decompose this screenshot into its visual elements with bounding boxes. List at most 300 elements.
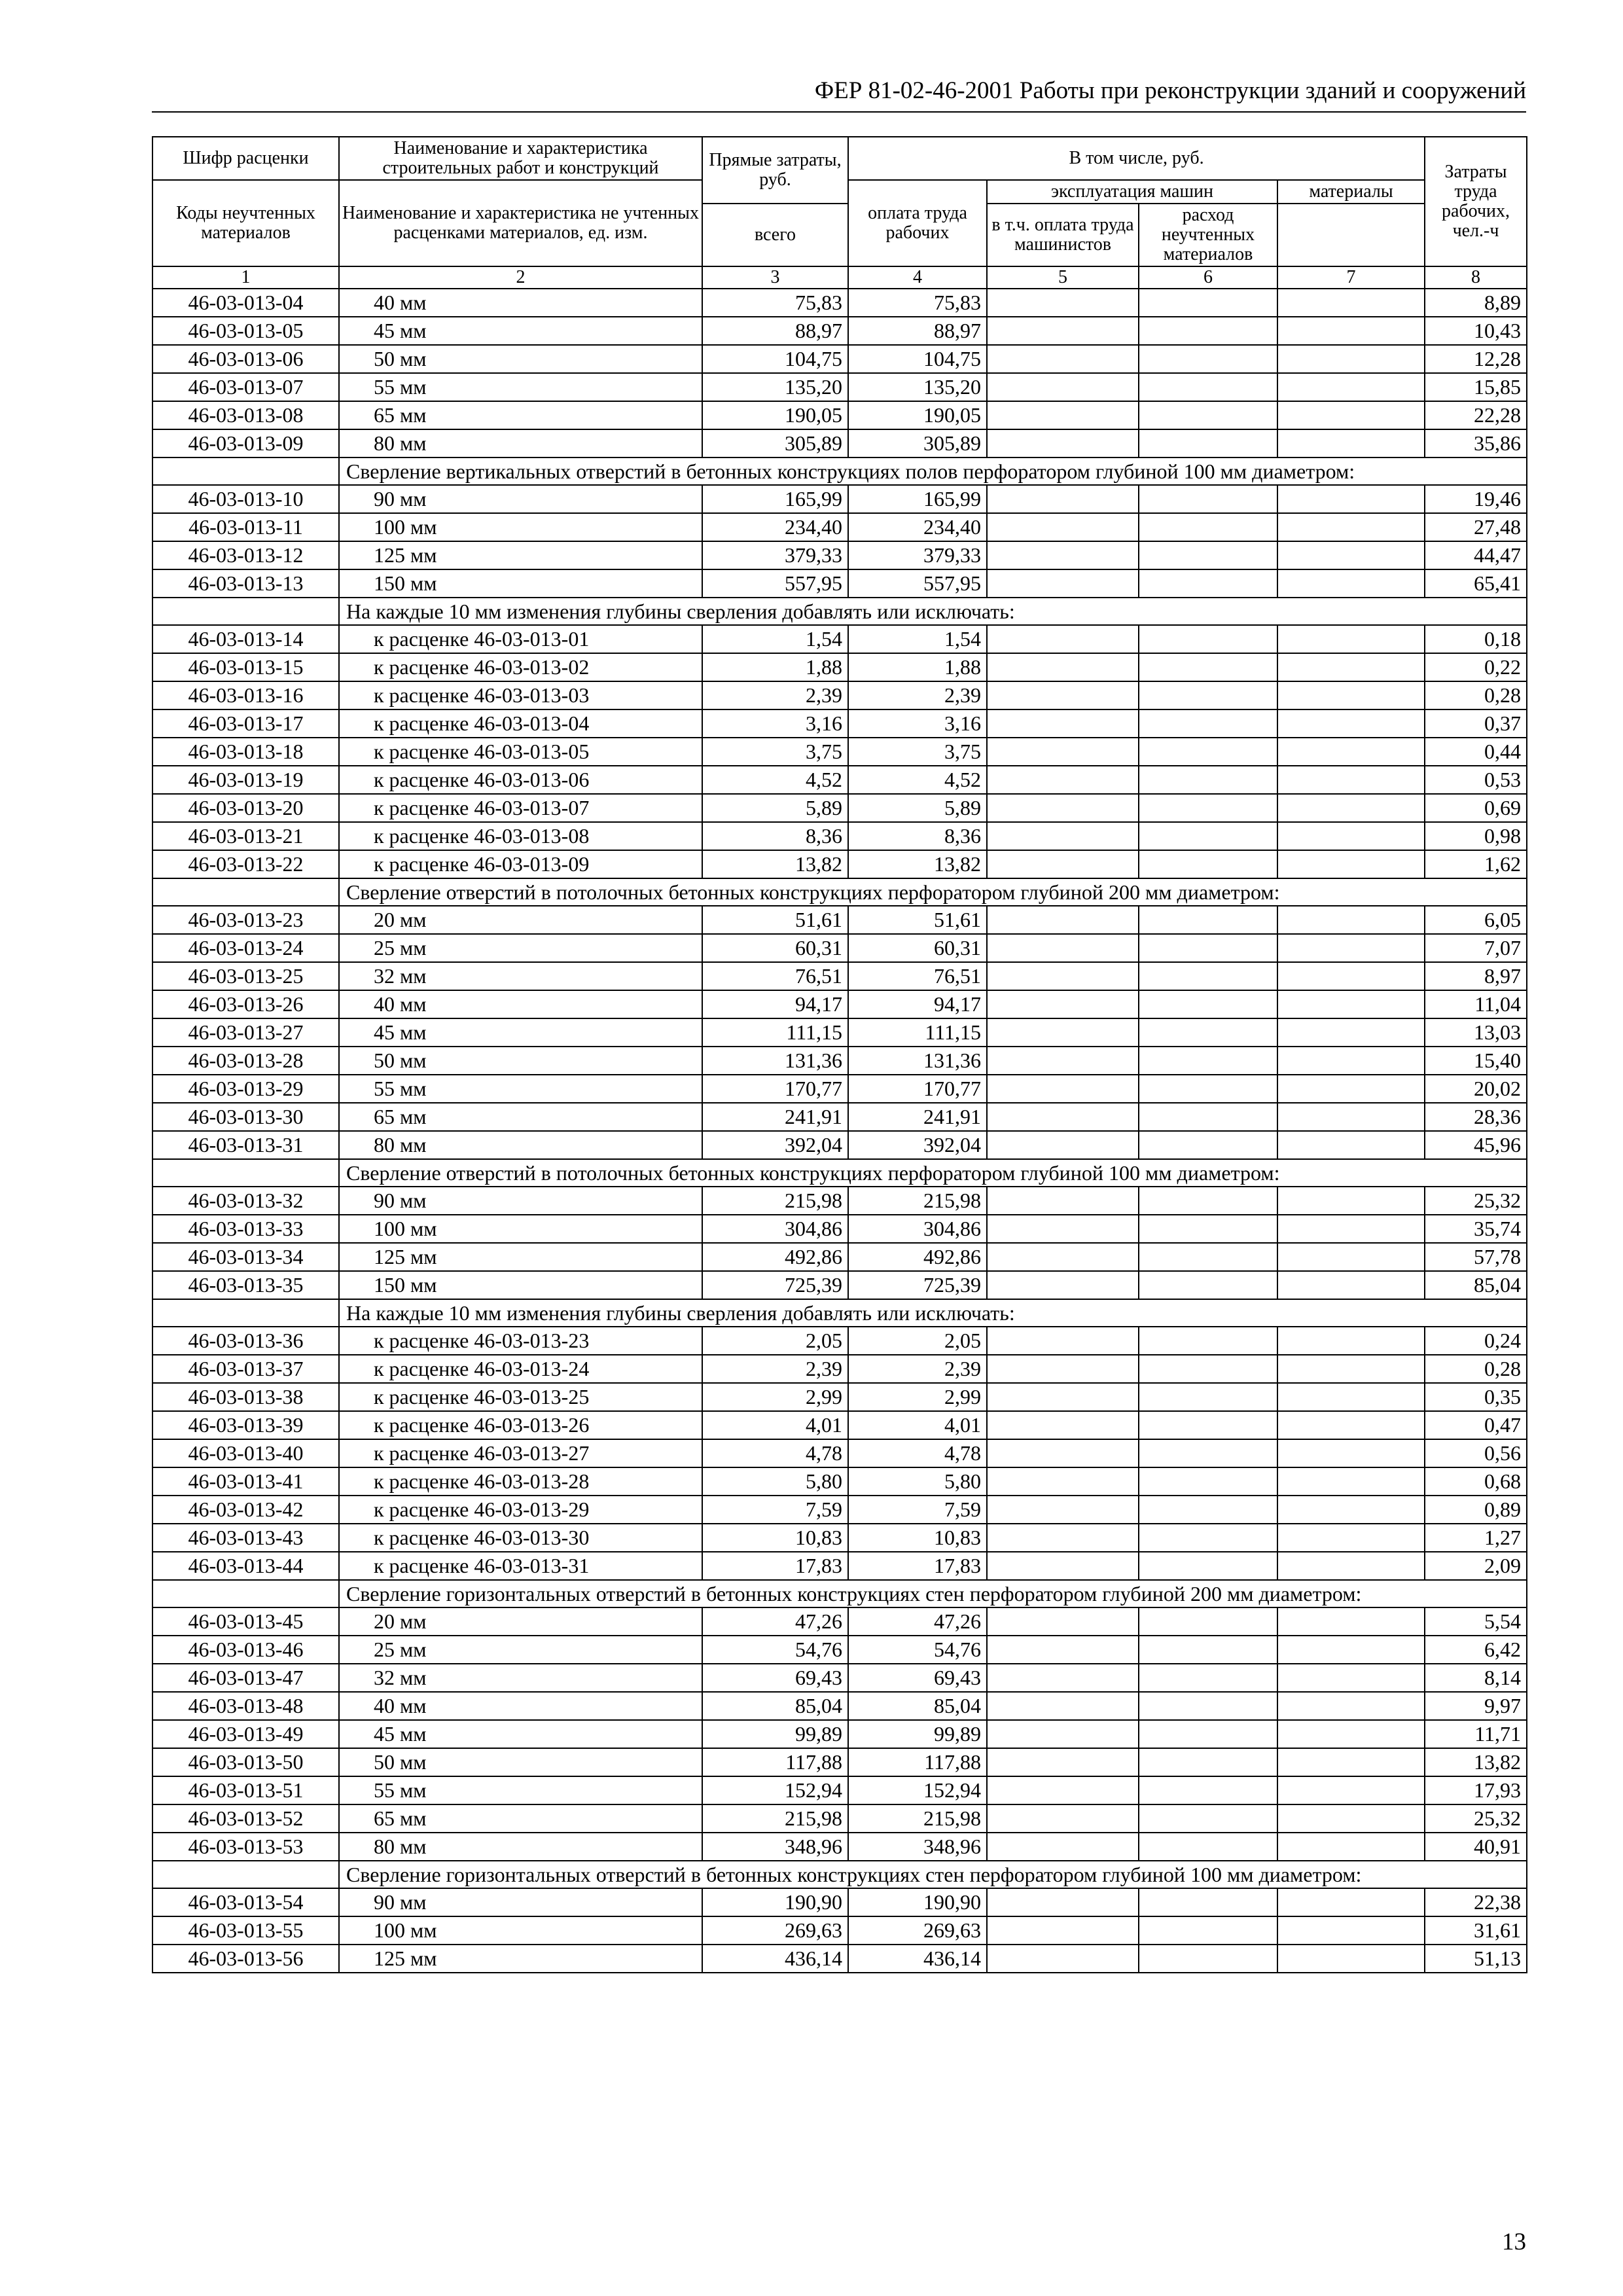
table-row <box>152 1888 1527 1916</box>
material-consumption <box>1277 1215 1425 1243</box>
table-row <box>152 1439 1527 1467</box>
machines-total <box>987 541 1139 569</box>
rate-code: 46-03-013-10 <box>152 485 339 513</box>
labor-pay: 3,16 <box>848 709 987 738</box>
labor-pay: 170,77 <box>848 1075 987 1103</box>
machinist-pay <box>1139 1664 1277 1692</box>
machines-total <box>987 822 1139 850</box>
labor-hours: 44,47 <box>1425 541 1527 569</box>
machines-total <box>987 1187 1139 1215</box>
material-consumption <box>1277 429 1425 457</box>
table-row <box>152 1833 1527 1861</box>
table-row <box>152 794 1527 822</box>
work-name: 65 мм <box>339 1804 702 1833</box>
labor-pay: 241,91 <box>848 1103 987 1131</box>
work-name: 45 мм <box>339 317 702 345</box>
machines-total <box>987 794 1139 822</box>
work-name: 100 мм <box>339 1215 702 1243</box>
labor-pay: 379,33 <box>848 541 987 569</box>
work-name: к расценке 46-03-013-24 <box>339 1355 702 1383</box>
direct-costs: 1,54 <box>702 625 848 653</box>
labor-pay: 190,05 <box>848 401 987 429</box>
labor-pay: 117,88 <box>848 1748 987 1776</box>
direct-costs: 2,39 <box>702 1355 848 1383</box>
machinist-pay <box>1139 653 1277 681</box>
machines-total <box>987 990 1139 1018</box>
work-name: 40 мм <box>339 1692 702 1720</box>
direct-costs: 7,59 <box>702 1496 848 1524</box>
machines-total <box>987 1271 1139 1299</box>
rate-code: 46-03-013-53 <box>152 1833 339 1861</box>
labor-pay: 75,83 <box>848 289 987 317</box>
machines-total <box>987 625 1139 653</box>
work-name: 65 мм <box>339 1103 702 1131</box>
machinist-pay <box>1139 990 1277 1018</box>
labor-hours: 0,28 <box>1425 681 1527 709</box>
direct-costs: 13,82 <box>702 850 848 878</box>
work-name: 32 мм <box>339 962 702 990</box>
column-number: 5 <box>987 266 1139 289</box>
material-consumption <box>1277 709 1425 738</box>
material-consumption <box>1277 653 1425 681</box>
material-consumption <box>1277 1467 1425 1496</box>
material-consumption <box>1277 1524 1425 1552</box>
rate-code: 46-03-013-25 <box>152 962 339 990</box>
labor-hours: 15,40 <box>1425 1047 1527 1075</box>
direct-costs: 165,99 <box>702 485 848 513</box>
table-row <box>152 1411 1527 1439</box>
rate-code: 46-03-013-35 <box>152 1271 339 1299</box>
labor-pay: 436,14 <box>848 1945 987 1973</box>
material-consumption <box>1277 1327 1425 1355</box>
labor-pay: 7,59 <box>848 1496 987 1524</box>
direct-costs: 379,33 <box>702 541 848 569</box>
table-row <box>152 1776 1527 1804</box>
header-material-consumption: расход неучтенных материалов <box>1139 204 1277 266</box>
work-name: к расценке 46-03-013-07 <box>339 794 702 822</box>
machines-total <box>987 738 1139 766</box>
labor-hours: 5,54 <box>1425 1607 1527 1636</box>
table-row <box>152 1607 1527 1636</box>
work-name: 100 мм <box>339 1916 702 1945</box>
labor-hours: 0,24 <box>1425 1327 1527 1355</box>
work-name: 90 мм <box>339 1187 702 1215</box>
direct-costs: 4,78 <box>702 1439 848 1467</box>
machinist-pay <box>1139 1607 1277 1636</box>
header-materials: материалы <box>1277 180 1425 204</box>
column-number: 8 <box>1425 266 1527 289</box>
work-name: к расценке 46-03-013-01 <box>339 625 702 653</box>
labor-pay: 392,04 <box>848 1131 987 1159</box>
rate-code: 46-03-013-54 <box>152 1888 339 1916</box>
rate-code: 46-03-013-40 <box>152 1439 339 1467</box>
direct-costs: 5,89 <box>702 794 848 822</box>
machinist-pay <box>1139 934 1277 962</box>
rate-code: 46-03-013-19 <box>152 766 339 794</box>
labor-hours: 65,41 <box>1425 569 1527 598</box>
direct-costs: 75,83 <box>702 289 848 317</box>
direct-costs: 88,97 <box>702 317 848 345</box>
section-empty-cell <box>152 1580 339 1607</box>
header-machinist-pay: в т.ч. оплата труда машинистов <box>987 204 1139 266</box>
material-consumption <box>1277 569 1425 598</box>
labor-pay: 1,88 <box>848 653 987 681</box>
section-row <box>152 1580 1527 1607</box>
labor-hours: 35,74 <box>1425 1215 1527 1243</box>
machines-total <box>987 1327 1139 1355</box>
table-row <box>152 1664 1527 1692</box>
labor-hours: 57,78 <box>1425 1243 1527 1271</box>
direct-costs: 51,61 <box>702 906 848 934</box>
work-name: 150 мм <box>339 569 702 598</box>
labor-pay: 131,36 <box>848 1047 987 1075</box>
work-name: 25 мм <box>339 934 702 962</box>
labor-pay: 348,96 <box>848 1833 987 1861</box>
rate-code: 46-03-013-34 <box>152 1243 339 1271</box>
table-row <box>152 1131 1527 1159</box>
rate-code: 46-03-013-55 <box>152 1916 339 1945</box>
rate-code: 46-03-013-23 <box>152 906 339 934</box>
material-consumption <box>1277 766 1425 794</box>
machines-total <box>987 766 1139 794</box>
direct-costs: 3,16 <box>702 709 848 738</box>
table-row <box>152 541 1527 569</box>
work-name: 20 мм <box>339 1607 702 1636</box>
machinist-pay <box>1139 1916 1277 1945</box>
machinist-pay <box>1139 1748 1277 1776</box>
rate-code: 46-03-013-04 <box>152 289 339 317</box>
table-row <box>152 1215 1527 1243</box>
section-title: Сверление отверстий в потолочных бетонных конструкциях перфоратором глубиной 100 мм диаметром: <box>339 1159 1527 1187</box>
direct-costs: 2,39 <box>702 681 848 709</box>
material-consumption <box>1277 1636 1425 1664</box>
direct-costs: 392,04 <box>702 1131 848 1159</box>
direct-costs: 99,89 <box>702 1720 848 1748</box>
rate-code: 46-03-013-15 <box>152 653 339 681</box>
table-row <box>152 1187 1527 1215</box>
labor-hours: 28,36 <box>1425 1103 1527 1131</box>
machines-total <box>987 1411 1139 1439</box>
material-consumption <box>1277 1776 1425 1804</box>
labor-pay: 3,75 <box>848 738 987 766</box>
machines-total <box>987 485 1139 513</box>
machines-total <box>987 1075 1139 1103</box>
rate-code: 46-03-013-07 <box>152 373 339 401</box>
labor-hours: 1,62 <box>1425 850 1527 878</box>
rate-code: 46-03-013-16 <box>152 681 339 709</box>
labor-hours: 7,07 <box>1425 934 1527 962</box>
machines-total <box>987 1496 1139 1524</box>
material-consumption <box>1277 1439 1425 1467</box>
machines-total <box>987 1131 1139 1159</box>
work-name: 65 мм <box>339 401 702 429</box>
rate-code: 46-03-013-46 <box>152 1636 339 1664</box>
table-row <box>152 289 1527 317</box>
direct-costs: 54,76 <box>702 1636 848 1664</box>
machinist-pay <box>1139 1075 1277 1103</box>
machines-total <box>987 1692 1139 1720</box>
work-name: к расценке 46-03-013-02 <box>339 653 702 681</box>
rate-code: 46-03-013-41 <box>152 1467 339 1496</box>
work-name: 150 мм <box>339 1271 702 1299</box>
labor-hours: 27,48 <box>1425 513 1527 541</box>
labor-pay: 557,95 <box>848 569 987 598</box>
machines-total <box>987 1439 1139 1467</box>
labor-hours: 19,46 <box>1425 485 1527 513</box>
machines-total <box>987 1916 1139 1945</box>
table-row <box>152 1103 1527 1131</box>
table-row <box>152 653 1527 681</box>
table-row <box>152 373 1527 401</box>
rate-code: 46-03-013-43 <box>152 1524 339 1552</box>
work-name: 55 мм <box>339 373 702 401</box>
labor-hours: 8,14 <box>1425 1664 1527 1692</box>
table-row <box>152 317 1527 345</box>
machinist-pay <box>1139 1720 1277 1748</box>
labor-pay: 99,89 <box>848 1720 987 1748</box>
header-machines-total: всего <box>702 204 848 266</box>
direct-costs: 104,75 <box>702 345 848 373</box>
labor-pay: 165,99 <box>848 485 987 513</box>
labor-hours: 6,05 <box>1425 906 1527 934</box>
material-consumption <box>1277 373 1425 401</box>
material-consumption <box>1277 1411 1425 1439</box>
machinist-pay <box>1139 1833 1277 1861</box>
section-empty-cell <box>152 1299 339 1327</box>
direct-costs: 304,86 <box>702 1215 848 1243</box>
section-empty-cell <box>152 1159 339 1187</box>
labor-hours: 35,86 <box>1425 429 1527 457</box>
machinist-pay <box>1139 1636 1277 1664</box>
machinist-pay <box>1139 766 1277 794</box>
machinist-pay <box>1139 485 1277 513</box>
labor-pay: 10,83 <box>848 1524 987 1552</box>
material-consumption <box>1277 1271 1425 1299</box>
machinist-pay <box>1139 1467 1277 1496</box>
table-row <box>152 766 1527 794</box>
work-name: к расценке 46-03-013-09 <box>339 850 702 878</box>
machines-total <box>987 289 1139 317</box>
direct-costs: 60,31 <box>702 934 848 962</box>
direct-costs: 492,86 <box>702 1243 848 1271</box>
section-empty-cell <box>152 1861 339 1888</box>
labor-pay: 88,97 <box>848 317 987 345</box>
section-row <box>152 1299 1527 1327</box>
machines-total <box>987 1018 1139 1047</box>
work-name: к расценке 46-03-013-23 <box>339 1327 702 1355</box>
machines-total <box>987 1047 1139 1075</box>
table-row <box>152 1636 1527 1664</box>
section-row <box>152 878 1527 906</box>
material-consumption <box>1277 513 1425 541</box>
machinist-pay <box>1139 738 1277 766</box>
material-consumption <box>1277 541 1425 569</box>
work-name: к расценке 46-03-013-31 <box>339 1552 702 1580</box>
labor-hours: 22,38 <box>1425 1888 1527 1916</box>
labor-pay: 234,40 <box>848 513 987 541</box>
labor-pay: 2,05 <box>848 1327 987 1355</box>
labor-hours: 1,27 <box>1425 1524 1527 1552</box>
machinist-pay <box>1139 625 1277 653</box>
table-header <box>152 137 1527 289</box>
rate-code: 46-03-013-22 <box>152 850 339 878</box>
machines-total <box>987 1664 1139 1692</box>
table-row <box>152 1524 1527 1552</box>
work-name: 80 мм <box>339 429 702 457</box>
labor-pay: 17,83 <box>848 1552 987 1580</box>
rate-code: 46-03-013-14 <box>152 625 339 653</box>
labor-hours: 85,04 <box>1425 1271 1527 1299</box>
rate-code: 46-03-013-37 <box>152 1355 339 1383</box>
machinist-pay <box>1139 1945 1277 1973</box>
machines-total <box>987 1383 1139 1411</box>
labor-hours: 0,69 <box>1425 794 1527 822</box>
labor-hours: 0,44 <box>1425 738 1527 766</box>
machines-total <box>987 653 1139 681</box>
table-row <box>152 934 1527 962</box>
work-name: 55 мм <box>339 1075 702 1103</box>
labor-hours: 13,03 <box>1425 1018 1527 1047</box>
machines-total <box>987 429 1139 457</box>
machinist-pay <box>1139 1131 1277 1159</box>
machinist-pay <box>1139 1692 1277 1720</box>
material-consumption <box>1277 1552 1425 1580</box>
rate-code: 46-03-013-13 <box>152 569 339 598</box>
direct-costs: 234,40 <box>702 513 848 541</box>
labor-pay: 1,54 <box>848 625 987 653</box>
labor-pay: 4,01 <box>848 1411 987 1439</box>
rate-code: 46-03-013-26 <box>152 990 339 1018</box>
labor-pay: 305,89 <box>848 429 987 457</box>
machinist-pay <box>1139 962 1277 990</box>
labor-pay: 76,51 <box>848 962 987 990</box>
header-direct-costs: Прямые затраты, руб. <box>702 137 848 204</box>
table-body <box>152 289 1527 1973</box>
rate-code: 46-03-013-48 <box>152 1692 339 1720</box>
labor-hours: 25,32 <box>1425 1804 1527 1833</box>
labor-pay: 215,98 <box>848 1187 987 1215</box>
table-row <box>152 850 1527 878</box>
rate-code: 46-03-013-31 <box>152 1131 339 1159</box>
work-name: к расценке 46-03-013-26 <box>339 1411 702 1439</box>
table-row <box>152 1355 1527 1383</box>
labor-pay: 85,04 <box>848 1692 987 1720</box>
rate-code: 46-03-013-09 <box>152 429 339 457</box>
labor-pay: 304,86 <box>848 1215 987 1243</box>
table-row <box>152 709 1527 738</box>
machines-total <box>987 373 1139 401</box>
labor-pay: 4,52 <box>848 766 987 794</box>
column-number: 3 <box>702 266 848 289</box>
table-row <box>152 513 1527 541</box>
machinist-pay <box>1139 569 1277 598</box>
rate-code: 46-03-013-47 <box>152 1664 339 1692</box>
machines-total <box>987 1748 1139 1776</box>
table-row <box>152 822 1527 850</box>
rate-code: 46-03-013-45 <box>152 1607 339 1636</box>
material-consumption <box>1277 850 1425 878</box>
rate-code: 46-03-013-38 <box>152 1383 339 1411</box>
material-consumption <box>1277 317 1425 345</box>
work-name: 45 мм <box>339 1720 702 1748</box>
labor-hours: 6,42 <box>1425 1636 1527 1664</box>
labor-hours: 12,28 <box>1425 345 1527 373</box>
machines-total <box>987 317 1139 345</box>
machinist-pay <box>1139 1187 1277 1215</box>
labor-pay: 111,15 <box>848 1018 987 1047</box>
header-including-group: В том числе, руб. <box>848 137 1425 180</box>
rate-code: 46-03-013-20 <box>152 794 339 822</box>
direct-costs: 305,89 <box>702 429 848 457</box>
section-title: Сверление вертикальных отверстий в бетонных конструкциях полов перфоратором глубиной 100 мм диаметром: <box>339 457 1527 485</box>
table-row <box>152 1075 1527 1103</box>
material-consumption <box>1277 822 1425 850</box>
labor-hours: 9,97 <box>1425 1692 1527 1720</box>
direct-costs: 69,43 <box>702 1664 848 1692</box>
rate-code: 46-03-013-30 <box>152 1103 339 1131</box>
labor-pay: 47,26 <box>848 1607 987 1636</box>
material-consumption <box>1277 1692 1425 1720</box>
direct-costs: 85,04 <box>702 1692 848 1720</box>
labor-pay: 51,61 <box>848 906 987 934</box>
section-row <box>152 457 1527 485</box>
machines-total <box>987 1243 1139 1271</box>
machines-total <box>987 1636 1139 1664</box>
machinist-pay <box>1139 1047 1277 1075</box>
material-consumption <box>1277 289 1425 317</box>
material-consumption <box>1277 1075 1425 1103</box>
machines-total <box>987 1103 1139 1131</box>
machinist-pay <box>1139 1411 1277 1439</box>
labor-hours: 0,22 <box>1425 653 1527 681</box>
page-header: ФЕР 81-02-46-2001 Работы при реконструкции зданий и сооружений <box>152 71 1526 113</box>
section-empty-cell <box>152 598 339 625</box>
direct-costs: 111,15 <box>702 1018 848 1047</box>
material-consumption <box>1277 625 1425 653</box>
table-row <box>152 738 1527 766</box>
table-row <box>152 401 1527 429</box>
labor-pay: 2,99 <box>848 1383 987 1411</box>
labor-hours: 0,98 <box>1425 822 1527 850</box>
labor-pay: 69,43 <box>848 1664 987 1692</box>
machines-total <box>987 401 1139 429</box>
table-row <box>152 1496 1527 1524</box>
work-name: к расценке 46-03-013-04 <box>339 709 702 738</box>
direct-costs: 348,96 <box>702 1833 848 1861</box>
material-consumption <box>1277 1103 1425 1131</box>
labor-pay: 94,17 <box>848 990 987 1018</box>
machines-total <box>987 513 1139 541</box>
direct-costs: 436,14 <box>702 1945 848 1973</box>
rate-code: 46-03-013-08 <box>152 401 339 429</box>
labor-pay: 104,75 <box>848 345 987 373</box>
labor-hours: 2,09 <box>1425 1552 1527 1580</box>
table-row <box>152 1720 1527 1748</box>
machinist-pay <box>1139 401 1277 429</box>
rate-code: 46-03-013-21 <box>152 822 339 850</box>
material-consumption <box>1277 1383 1425 1411</box>
labor-pay: 5,89 <box>848 794 987 822</box>
material-consumption <box>1277 1804 1425 1833</box>
table-row <box>152 429 1527 457</box>
material-consumption <box>1277 1243 1425 1271</box>
labor-hours: 0,35 <box>1425 1383 1527 1411</box>
direct-costs: 4,01 <box>702 1411 848 1439</box>
labor-pay: 190,90 <box>848 1888 987 1916</box>
rate-code: 46-03-013-18 <box>152 738 339 766</box>
work-name: 40 мм <box>339 289 702 317</box>
section-title: На каждые 10 мм изменения глубины сверления добавлять или исключать: <box>339 1299 1527 1327</box>
